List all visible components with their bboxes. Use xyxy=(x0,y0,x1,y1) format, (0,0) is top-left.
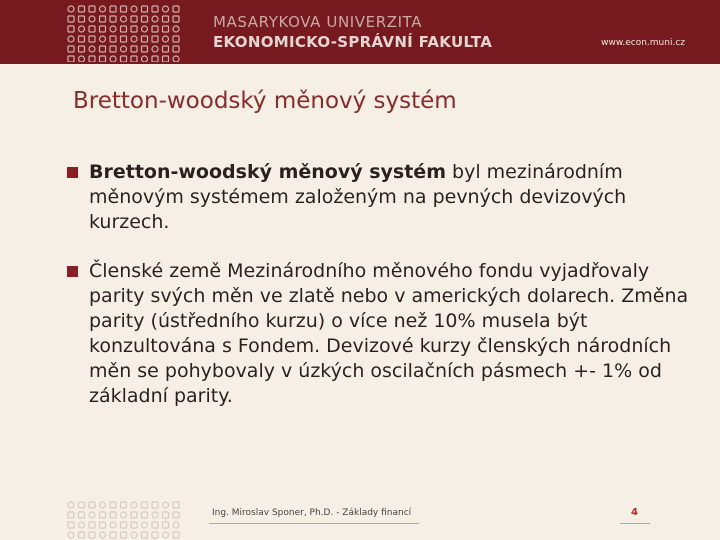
footer-pattern-icon xyxy=(66,500,191,540)
website-url[interactable]: www.econ.muni.cz xyxy=(601,38,685,48)
slide-title: Bretton-woodský měnový systém xyxy=(73,88,457,114)
bullet-item xyxy=(64,160,694,235)
square-bullet-icon xyxy=(67,266,78,277)
bullet-text xyxy=(89,259,694,409)
footer-author: Ing. Miroslav Sponer, Ph.D. - Základy financí xyxy=(212,508,412,518)
footer-divider xyxy=(209,523,419,524)
bullet-text xyxy=(89,160,694,235)
header-band xyxy=(0,0,720,64)
bullet-bold-term: Bretton-woodský měnový systém xyxy=(89,161,446,183)
faculty-name: EKONOMICKO-SPRÁVNÍ FAKULTA xyxy=(213,33,493,51)
bullet-body: byl mezinárodním měnovým systémem založeným na pevných devizových kurzech. xyxy=(89,161,627,233)
university-name: MASARYKOVA UNIVERZITA xyxy=(213,13,423,31)
university-logo-icon xyxy=(66,4,191,62)
bullet-body: Členské země Mezinárodního měnového fondu vyjadřovaly parity svých měn ve zlatě nebo v amerických dolarech. Změna parity (ústředního kurzu) o více než 10% musela být konzultována s Fondem. Devizové kurzy členských národních měn se pohybovaly v úzkých oscilačních pásmech +- 1% od základní parity. xyxy=(89,260,689,407)
bullet-list xyxy=(64,160,694,409)
page-number-divider xyxy=(620,523,650,524)
page-number: 4 xyxy=(631,507,638,518)
bullet-item xyxy=(64,259,694,409)
square-bullet-icon xyxy=(67,167,78,178)
